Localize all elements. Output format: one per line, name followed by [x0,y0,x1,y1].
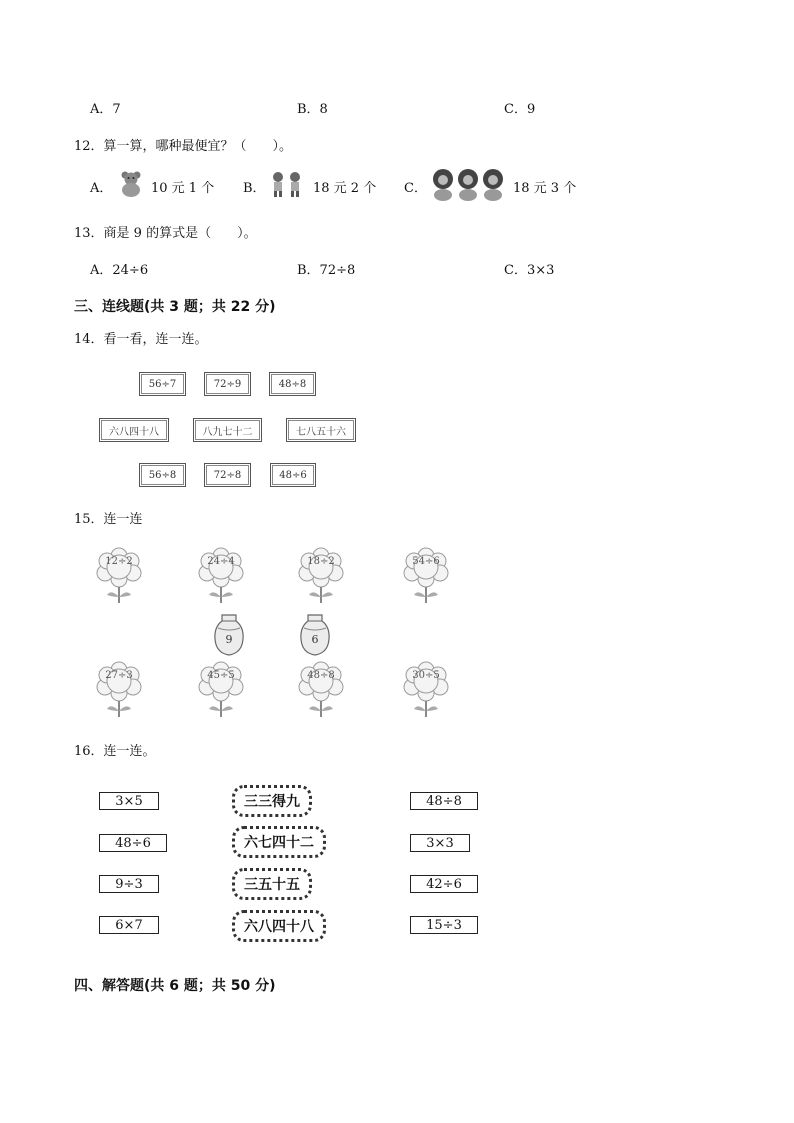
q14-bottom-box[interactable]: 56÷8 [139,463,186,487]
q14-top-box[interactable]: 56÷7 [139,372,186,396]
q15-flower-top[interactable] [297,547,353,607]
q15-flower-bottom[interactable] [95,661,151,721]
vase-label: 9 [225,633,233,646]
flower-label: 45÷5 [207,670,235,681]
flower-label: 27÷3 [105,670,133,681]
q16-right-box[interactable]: 42÷6 [410,875,478,893]
q16-right-box[interactable]: 3×3 [410,834,470,852]
q15-vase[interactable] [298,613,332,657]
q12-question: 12．算一算，哪种最便宜？（ ）。 [74,139,293,154]
vase-label: 6 [311,633,319,646]
q12-option-c-price: 18 元 3 个 [513,181,577,196]
q16-left-box[interactable]: 48÷6 [99,834,167,852]
flower-label: 12÷2 [105,556,133,567]
q14-top-box[interactable]: 48÷8 [269,372,316,396]
q13-question: 13．商是 9 的算式是（ ）。 [74,226,257,241]
q15-flower-top[interactable] [402,547,458,607]
flower-label: 54÷6 [412,556,440,567]
flower-label: 18÷2 [307,556,335,567]
q11-option-c: C．9 [504,102,536,117]
q12-option-c-letter: C． [404,181,427,196]
q16-middle-box[interactable]: 三五十五 [232,868,312,900]
section-4-title: 四、解答题(共 6 题；共 50 分) [74,978,276,994]
q14-bottom-box[interactable]: 48÷6 [270,463,316,487]
q14-middle-box[interactable]: 六八四十八 [99,418,169,442]
q12-option-b-price: 18 元 2 个 [313,181,377,196]
q11-option-a: A．7 [90,102,121,117]
flower-label: 24÷4 [207,556,235,567]
q16-middle-box[interactable]: 六八四十八 [232,910,326,942]
flower-label: 30÷5 [412,670,440,681]
q14-middle-box[interactable]: 八九七十二 [193,418,262,442]
q15-flower-top[interactable] [197,547,253,607]
q14-top-box[interactable]: 72÷9 [204,372,251,396]
q16-left-box[interactable]: 3×5 [99,792,159,810]
q14-question: 14．看一看，连一连。 [74,332,208,347]
doll-group-icon [430,168,506,206]
q15-flower-top[interactable] [95,547,151,607]
q16-middle-box[interactable]: 三三得九 [232,785,312,817]
q16-middle-box[interactable]: 六七四十二 [232,826,326,858]
q13-option-a: A．24÷6 [90,263,149,278]
q15-vase[interactable] [212,613,246,657]
q15-flower-bottom[interactable] [297,661,353,721]
q16-right-box[interactable]: 15÷3 [410,916,478,934]
q12-option-a-price: 10 元 1 个 [151,181,215,196]
q16-left-box[interactable]: 6×7 [99,916,159,934]
doll-pair-icon [269,170,305,204]
q15-flower-bottom[interactable] [402,661,458,721]
q13-option-b: B．72÷8 [297,263,356,278]
q13-option-c: C．3×3 [504,263,555,278]
q11-option-b: B．8 [297,102,328,117]
q12-option-b-letter: B． [243,181,266,196]
section-3-title: 三、连线题(共 3 题；共 22 分) [74,299,276,315]
flower-label: 48÷8 [307,670,335,681]
teddy-bear-icon [118,170,144,202]
q15-flower-bottom[interactable] [197,661,253,721]
q14-bottom-box[interactable]: 72÷8 [204,463,251,487]
q16-left-box[interactable]: 9÷3 [99,875,159,893]
q16-question: 16．连一连。 [74,744,156,759]
q16-right-box[interactable]: 48÷8 [410,792,478,810]
q15-question: 15．连一连 [74,512,143,527]
q12-option-a-letter: A． [90,181,113,196]
q14-middle-box[interactable]: 七八五十六 [286,418,356,442]
